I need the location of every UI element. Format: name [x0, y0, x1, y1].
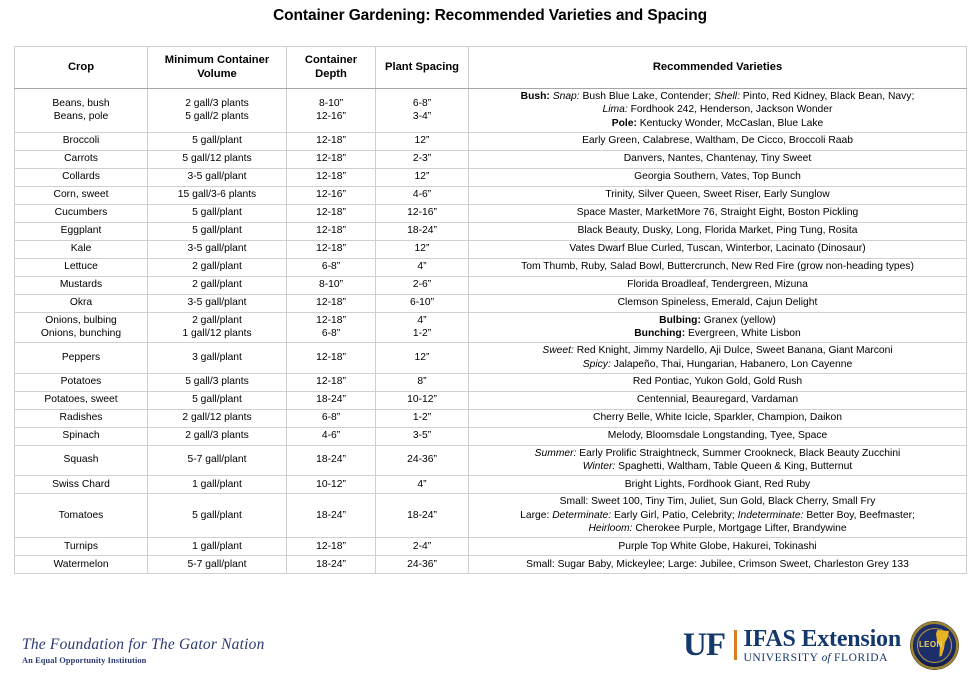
university-of-word: of [821, 651, 831, 664]
cell-container-volume-line: 3-5 gall/plant [187, 171, 247, 183]
cell-recommended-varieties: Black Beauty, Dusky, Long, Florida Market, Ping Tung, Rosita [469, 222, 967, 240]
table-header-row [15, 46, 967, 88]
cell-container-volume [148, 312, 287, 342]
cell-crop [15, 493, 148, 537]
cell-container-depth-line: 18-24” [316, 558, 346, 570]
cell-plant-spacing-line: 12” [414, 243, 430, 255]
cell-crop [15, 88, 148, 132]
cell-container-volume [148, 88, 287, 132]
table-row [15, 276, 967, 294]
table-row [15, 343, 967, 373]
cell-recommended-varieties: Purple Top White Globe, Hakurei, Tokinashi [469, 537, 967, 555]
cell-container-depth-line: 12-18” [316, 225, 346, 237]
cell-crop-line: Peppers [61, 352, 101, 363]
cell-container-volume-line: 5 gall/plant [192, 394, 242, 406]
cell-recommended-varieties: Tom Thumb, Ruby, Salad Bowl, Buttercrunch, New Red Fire (grow non-heading types) [469, 258, 967, 276]
cell-container-volume-line: 1 gall/12 plants [182, 328, 252, 340]
cell-crop [15, 276, 148, 294]
cell-crop [15, 445, 148, 475]
cell-container-depth-line: 6-8” [321, 412, 341, 424]
cell-container-volume-line: 5 gall/12 plants [182, 153, 252, 165]
cell-plant-spacing [376, 427, 469, 445]
cell-plant-spacing [376, 204, 469, 222]
cell-plant-spacing [376, 373, 469, 391]
cell-container-volume [148, 391, 287, 409]
cell-container-depth [287, 537, 376, 555]
cell-plant-spacing [376, 150, 469, 168]
cell-container-depth-line: 4-6” [321, 430, 341, 442]
cell-container-depth [287, 475, 376, 493]
cell-crop-line: Okra [69, 297, 93, 309]
cell-container-volume [148, 276, 287, 294]
cell-container-depth-line: 8-10” [318, 97, 344, 109]
cell-container-volume-line: 5 gall/2 plants [185, 111, 249, 123]
cell-crop-line: Eggplant [60, 225, 102, 237]
cell-container-volume-line: 5-7 gall/plant [187, 454, 247, 466]
cell-container-depth [287, 493, 376, 537]
cell-plant-spacing [376, 258, 469, 276]
cell-recommended-varieties: Bulbing: Granex (yellow) Bunching: Evergreen, White Lisbon [469, 312, 967, 342]
table-row [15, 475, 967, 493]
cell-container-depth [287, 258, 376, 276]
cell-container-depth-line: 18-24” [316, 509, 346, 521]
cell-crop [15, 132, 148, 150]
table-row [15, 168, 967, 186]
cell-container-volume [148, 222, 287, 240]
ifas-extension-text: IFAS Extension [743, 625, 901, 652]
uf-divider-rule [734, 630, 737, 661]
cell-recommended-varieties: Danvers, Nantes, Chantenay, Tiny Sweet [469, 150, 967, 168]
cell-container-volume [148, 168, 287, 186]
cell-crop-line: Carrots [64, 153, 98, 165]
table-row [15, 150, 967, 168]
cell-crop [15, 475, 148, 493]
cell-plant-spacing-line: 4” [417, 314, 427, 326]
cell-plant-spacing-line: 1-2” [412, 412, 432, 424]
cell-container-depth [287, 222, 376, 240]
cell-container-volume-line: 1 gall/plant [192, 540, 242, 552]
cell-plant-spacing [376, 475, 469, 493]
cell-container-volume-line: 5 gall/plant [192, 135, 242, 147]
cell-recommended-varieties: Red Pontiac, Yukon Gold, Gold Rush [469, 373, 967, 391]
cell-crop-line: Watermelon [53, 558, 109, 570]
cell-plant-spacing [376, 445, 469, 475]
cell-container-depth-line: 12-18” [316, 314, 346, 326]
cell-plant-spacing-line: 4” [417, 261, 427, 273]
cell-container-volume [148, 373, 287, 391]
cell-container-volume-line: 2 gall/plant [192, 261, 242, 273]
cell-crop-line: Beans, pole [53, 111, 109, 123]
table-row [15, 391, 967, 409]
cell-container-volume [148, 150, 287, 168]
cell-container-volume-line: 5 gall/plant [192, 225, 242, 237]
cell-plant-spacing [376, 222, 469, 240]
table-row [15, 312, 967, 342]
cell-plant-spacing-line: 12-16” [407, 207, 437, 219]
table-row [15, 537, 967, 555]
table-row [15, 258, 967, 276]
cell-plant-spacing [376, 343, 469, 373]
cell-crop-line: Turnips [64, 540, 98, 552]
cell-plant-spacing-line: 4” [417, 478, 427, 490]
table-header [15, 46, 967, 88]
cell-plant-spacing-line: 3-4” [412, 111, 432, 123]
cell-plant-spacing-line: 10-12” [407, 394, 437, 406]
table-row [15, 240, 967, 258]
cell-container-depth-line: 12-18” [316, 540, 346, 552]
cell-container-volume [148, 343, 287, 373]
cell-container-volume [148, 204, 287, 222]
university-of-florida-text [744, 652, 901, 665]
uf-wordmark: UF [683, 626, 726, 663]
cell-crop [15, 312, 148, 342]
table-row [15, 88, 967, 132]
table-row [15, 493, 967, 537]
cell-recommended-varieties: Cherry Belle, White Icicle, Sparkler, Champion, Daikon [469, 409, 967, 427]
cell-container-volume [148, 475, 287, 493]
varieties-table-container [14, 46, 966, 574]
cell-crop-line: Corn, sweet [53, 189, 109, 201]
cell-plant-spacing-line: 2-4” [412, 540, 432, 552]
cell-recommended-varieties: Florida Broadleaf, Tendergreen, Mizuna [469, 276, 967, 294]
cell-crop-line: Lettuce [64, 261, 98, 273]
cell-plant-spacing-line: 18-24” [407, 225, 437, 237]
table-row [15, 445, 967, 475]
cell-plant-spacing-line: 24-36” [407, 558, 437, 570]
cell-container-volume [148, 409, 287, 427]
cell-recommended-varieties: Small: Sweet 100, Tiny Tim, Juliet, Sun Gold, Black Cherry, Small Fry Large: Determinate: Early Girl, Patio, Celebrity; Indeterminate: Better Boy, Beefmaster; Heirloom: Cherokee Purple, Mortgage Lifter, Brandywine [469, 493, 967, 537]
cell-crop-line: Potatoes [60, 376, 102, 388]
cell-plant-spacing-line: 24-36” [407, 454, 437, 466]
cell-plant-spacing-line: 12” [414, 171, 430, 183]
cell-container-depth-line: 8-10” [318, 279, 344, 291]
cell-plant-spacing [376, 88, 469, 132]
cell-container-depth [287, 276, 376, 294]
table-row [15, 373, 967, 391]
cell-crop [15, 427, 148, 445]
cell-crop [15, 240, 148, 258]
foundation-tagline: The Foundation for The Gator Nation [22, 635, 265, 653]
cell-crop [15, 258, 148, 276]
cell-container-depth-line: 6-8” [321, 328, 341, 340]
cell-plant-spacing [376, 132, 469, 150]
table-row [15, 204, 967, 222]
cell-container-volume-line: 2 gall/3 plants [185, 97, 249, 109]
cell-crop-line: Radishes [59, 412, 103, 424]
cell-container-volume-line: 2 gall/12 plants [182, 412, 252, 424]
cell-plant-spacing-line: 12” [414, 135, 430, 147]
table-row [15, 427, 967, 445]
cell-container-volume-line: 3 gall/plant [192, 352, 242, 363]
column-header-container-depth [287, 46, 376, 88]
cell-container-depth-line: 12-18” [316, 297, 346, 309]
cell-crop [15, 409, 148, 427]
page-footer [0, 615, 980, 677]
cell-container-depth-line: 12-16” [316, 111, 346, 123]
cell-container-volume-line: 2 gall/3 plants [185, 430, 249, 442]
cell-recommended-varieties: Centennial, Beauregard, Vardaman [469, 391, 967, 409]
cell-container-volume [148, 186, 287, 204]
cell-container-depth-line: 10-12” [316, 478, 346, 490]
cell-plant-spacing [376, 168, 469, 186]
cell-container-volume-line: 2 gall/plant [192, 314, 242, 326]
cell-crop-line: Squash [63, 454, 99, 466]
cell-recommended-varieties: Clemson Spineless, Emerald, Cajun Delight [469, 294, 967, 312]
cell-container-depth-line: 18-24” [316, 454, 346, 466]
cell-plant-spacing [376, 537, 469, 555]
cell-container-depth [287, 240, 376, 258]
cell-container-depth [287, 312, 376, 342]
cell-plant-spacing [376, 186, 469, 204]
cell-crop [15, 204, 148, 222]
cell-recommended-varieties: Melody, Bloomsdale Longstanding, Tyee, Space [469, 427, 967, 445]
cell-recommended-varieties: Early Green, Calabrese, Waltham, De Cicco, Broccoli Raab [469, 132, 967, 150]
uf-logo-text [744, 627, 901, 665]
cell-recommended-varieties: Sweet: Red Knight, Jimmy Nardello, Aji Dulce, Sweet Banana, Giant Marconi Spicy: Jalapeño, Thai, Hungarian, Habanero, Lon Cayenne [469, 343, 967, 373]
container-gardening-table [14, 46, 967, 574]
table-row [15, 186, 967, 204]
cell-container-depth [287, 409, 376, 427]
cell-container-depth-line: 12-18” [316, 243, 346, 255]
cell-crop [15, 537, 148, 555]
cell-plant-spacing [376, 240, 469, 258]
university-word: UNIVERSITY [743, 651, 819, 664]
cell-crop [15, 150, 148, 168]
cell-container-depth-line: 12-18” [316, 376, 346, 388]
cell-plant-spacing [376, 555, 469, 573]
column-header-volume-line2: Container Volume [197, 53, 270, 81]
cell-plant-spacing [376, 409, 469, 427]
cell-container-volume-line: 2 gall/plant [192, 279, 242, 291]
column-header-spacing-line1: Plant [385, 60, 413, 73]
cell-container-depth [287, 168, 376, 186]
column-header-volume-line1: Minimum [164, 53, 214, 66]
cell-container-depth [287, 445, 376, 475]
cell-container-volume [148, 258, 287, 276]
cell-container-depth-line: 18-24” [316, 394, 346, 406]
cell-crop [15, 294, 148, 312]
cell-crop [15, 373, 148, 391]
cell-container-depth [287, 391, 376, 409]
cell-container-depth [287, 132, 376, 150]
cell-container-depth [287, 343, 376, 373]
cell-crop [15, 391, 148, 409]
cell-crop [15, 186, 148, 204]
cell-plant-spacing [376, 312, 469, 342]
cell-container-depth [287, 373, 376, 391]
cell-container-volume [148, 132, 287, 150]
cell-container-depth-line: 12-18” [316, 352, 346, 363]
column-header-recommended-varieties: Recommended Varieties [469, 46, 967, 88]
cell-recommended-varieties: Trinity, Silver Queen, Sweet Riser, Early Sunglow [469, 186, 967, 204]
cell-plant-spacing-line: 2-3” [412, 153, 432, 165]
cell-recommended-varieties: Georgia Southern, Vates, Top Bunch [469, 168, 967, 186]
cell-crop-line: Swiss Chard [52, 478, 110, 490]
cell-container-depth-line: 12-18” [316, 171, 346, 183]
cell-crop-line: Collards [62, 171, 100, 183]
seal-label: LEON [919, 640, 943, 649]
cell-crop-line: Onions, bunching [40, 328, 122, 340]
cell-container-depth [287, 150, 376, 168]
cell-container-depth [287, 204, 376, 222]
cell-recommended-varieties: Small: Sugar Baby, Mickeylee; Large: Jubilee, Crimson Sweet, Charleston Grey 133 [469, 555, 967, 573]
cell-plant-spacing-line: 18-24” [407, 509, 437, 521]
column-header-container-volume [148, 46, 287, 88]
cell-crop-line: Potatoes, sweet [44, 394, 118, 406]
cell-crop [15, 555, 148, 573]
cell-container-depth [287, 186, 376, 204]
cell-plant-spacing-line: 6-8” [412, 97, 432, 109]
cell-plant-spacing-line: 2-6” [412, 279, 432, 291]
cell-container-volume [148, 294, 287, 312]
cell-crop-line: Beans, bush [52, 97, 110, 109]
cell-container-volume [148, 555, 287, 573]
cell-container-volume-line: 3-5 gall/plant [187, 243, 247, 255]
cell-crop-line: Mustards [59, 279, 103, 291]
cell-crop-line: Cucumbers [54, 207, 108, 219]
cell-plant-spacing-line: 1-2” [412, 328, 432, 340]
cell-container-depth [287, 555, 376, 573]
uf-logo-lockup [683, 627, 901, 665]
table-row [15, 132, 967, 150]
table-row [15, 409, 967, 427]
cell-container-depth [287, 294, 376, 312]
cell-container-volume-line: 5 gall/3 plants [185, 376, 249, 388]
cell-recommended-varieties: Bush: Snap: Bush Blue Lake, Contender; Shell: Pinto, Red Kidney, Black Bean, Navy; Lima: Fordhook 242, Henderson, Jackson Wonder Pole: Kentucky Wonder, McCaslan, Blue Lake [469, 88, 967, 132]
cell-container-volume [148, 537, 287, 555]
cell-container-depth-line: 12-18” [316, 153, 346, 165]
table-row [15, 294, 967, 312]
cell-crop [15, 168, 148, 186]
cell-container-depth-line: 12-16” [316, 189, 346, 201]
cell-plant-spacing-line: 12” [414, 352, 430, 363]
column-header-depth-line2: Depth [315, 68, 347, 81]
cell-plant-spacing [376, 493, 469, 537]
column-header-plant-spacing [376, 46, 469, 88]
cell-container-depth-line: 12-18” [316, 135, 346, 147]
column-header-depth-line1: Container [304, 53, 358, 66]
cell-container-volume-line: 15 gall/3-6 plants [177, 189, 257, 201]
cell-container-volume-line: 1 gall/plant [192, 478, 242, 490]
equal-opportunity-statement: An Equal Opportunity Institution [22, 656, 147, 665]
column-header-spacing-line2: Spacing [415, 60, 459, 73]
cell-plant-spacing-line: 3-5” [412, 430, 432, 442]
cell-recommended-varieties: Vates Dwarf Blue Curled, Tuscan, Winterbor, Lacinato (Dinosaur) [469, 240, 967, 258]
cell-recommended-varieties: Bright Lights, Fordhook Giant, Red Ruby [469, 475, 967, 493]
leon-county-seal-icon [911, 622, 958, 669]
table-row [15, 555, 967, 573]
cell-container-volume [148, 427, 287, 445]
cell-plant-spacing [376, 294, 469, 312]
table-body [15, 88, 967, 573]
cell-plant-spacing-line: 6-10” [409, 297, 435, 309]
cell-plant-spacing [376, 276, 469, 294]
cell-crop-line: Broccoli [62, 135, 100, 147]
cell-container-depth-line: 12-18” [316, 207, 346, 219]
uf-ifas-branding [683, 622, 958, 669]
cell-container-depth [287, 88, 376, 132]
florida-word: FLORIDA [834, 651, 889, 664]
column-header-crop: Crop [15, 46, 148, 88]
page-title: Container Gardening: Recommended Varieties and Spacing [273, 7, 707, 24]
cell-plant-spacing [376, 391, 469, 409]
cell-container-volume [148, 493, 287, 537]
cell-container-volume-line: 5 gall/plant [192, 509, 242, 521]
foundation-block [22, 636, 265, 665]
cell-crop [15, 343, 148, 373]
cell-recommended-varieties: Space Master, MarketMore 76, Straight Eight, Boston Pickling [469, 204, 967, 222]
cell-recommended-varieties: Summer: Early Prolific Straightneck, Summer Crookneck, Black Beauty Zucchini Winter: Spaghetti, Waltham, Table Queen & King, Butternut [469, 445, 967, 475]
cell-container-volume-line: 3-5 gall/plant [187, 297, 247, 309]
cell-container-depth [287, 427, 376, 445]
cell-crop-line: Kale [70, 243, 92, 255]
cell-crop [15, 222, 148, 240]
cell-plant-spacing-line: 8” [417, 376, 427, 388]
cell-container-volume [148, 445, 287, 475]
cell-plant-spacing-line: 4-6” [412, 189, 432, 201]
cell-crop-line: Tomatoes [58, 509, 104, 521]
cell-container-volume-line: 5 gall/plant [192, 207, 242, 219]
cell-crop-line: Onions, bulbing [45, 314, 117, 326]
cell-container-volume-line: 5-7 gall/plant [187, 558, 247, 570]
cell-crop-line: Spinach [62, 430, 100, 442]
cell-container-depth-line: 6-8” [321, 261, 341, 273]
cell-container-volume [148, 240, 287, 258]
table-row [15, 222, 967, 240]
